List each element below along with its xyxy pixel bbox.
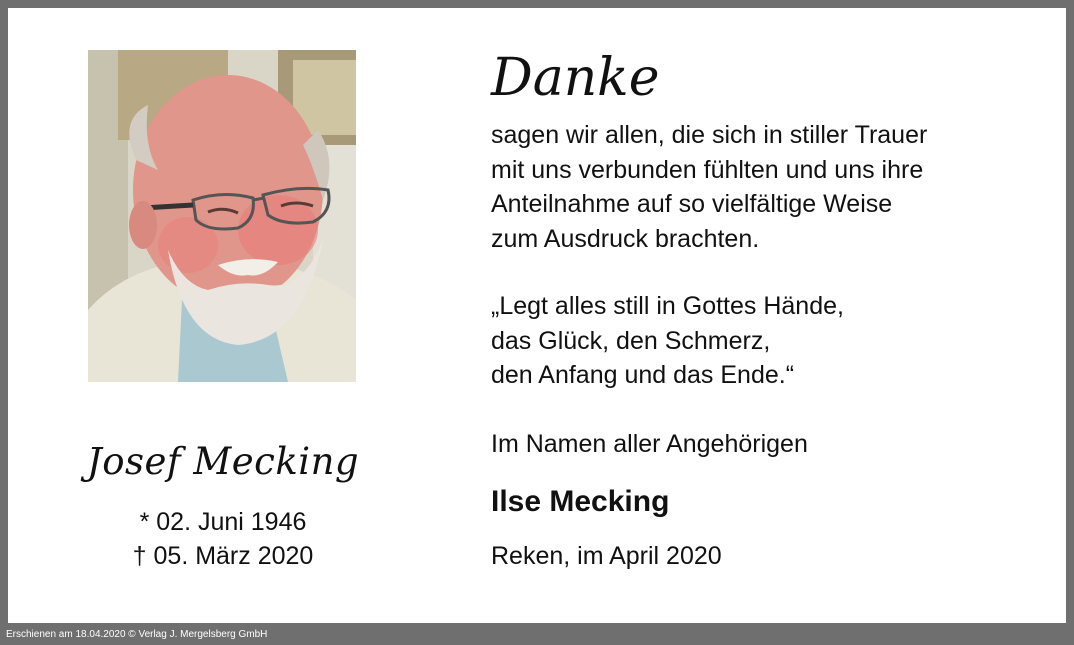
on-behalf-text: Im Namen aller Angehörigen xyxy=(491,430,808,458)
thanks-line: mit uns verbunden fühlten und uns ihre xyxy=(491,155,924,184)
thanks-line: Anteilnahme auf so vielfältige Weise xyxy=(491,190,893,218)
publication-footer: Erschienen am 18.04.2020 © Verlag J. Mergelsberg GmbH xyxy=(6,629,268,640)
thanks-line: sagen wir allen, die sich in stiller Trauer xyxy=(491,121,928,149)
quote-line: das Glück, den Schmerz, xyxy=(491,326,771,355)
birth-date: * 02. Juni 1946 xyxy=(139,508,307,536)
thanks-text xyxy=(491,118,927,256)
portrait-photo xyxy=(88,50,356,382)
quote-line: „Legt alles still in Gottes Hände, xyxy=(491,292,844,320)
signer-name: Ilse Mecking xyxy=(491,485,670,518)
quote-text xyxy=(491,289,844,393)
life-dates xyxy=(58,505,388,573)
quote-line: den Anfang und das Ende.“ xyxy=(491,361,795,389)
place-date: Reken, im April 2020 xyxy=(491,542,722,570)
death-date: † 05. März 2020 xyxy=(132,542,314,570)
deceased-name: Josef Mecking xyxy=(86,440,360,483)
heading-danke: Danke xyxy=(491,48,660,108)
thanks-line: zum Ausdruck brachten. xyxy=(491,224,760,253)
obituary-card xyxy=(8,8,1066,623)
